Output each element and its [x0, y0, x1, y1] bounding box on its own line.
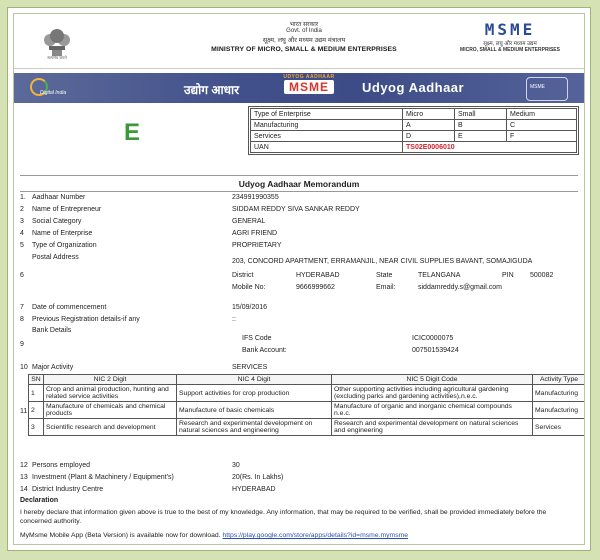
- type-cell: D: [403, 131, 455, 142]
- nic-cell: Manufacturing: [533, 402, 586, 419]
- type-cell: Medium: [507, 109, 577, 120]
- row-label: Previous Registration details-if any: [32, 316, 140, 323]
- national-emblem-icon: [38, 20, 76, 60]
- nic-cell: Manufacture of organic and inorganic chemical compounds n.e.c.: [332, 402, 533, 419]
- account-value: 007501539424: [412, 347, 459, 354]
- district-value: HYDERABAD: [296, 272, 340, 279]
- certificate-body: [13, 13, 585, 545]
- nic-row: [29, 385, 586, 402]
- udyog-aadhaar-logo: [278, 74, 340, 102]
- email-label: Email:: [376, 284, 396, 291]
- digital-india-logo: [26, 77, 86, 99]
- row-bank-details: [14, 327, 584, 361]
- msme-hindi: सूक्ष्म, लघु और मध्यम उद्यम: [483, 41, 537, 47]
- bank-label: Bank Details: [32, 327, 72, 334]
- certificate-frame: [7, 7, 591, 551]
- ifs-value: ICIC0000075: [412, 335, 454, 342]
- row-value: SERVICES: [232, 364, 268, 371]
- map-label: MSME: [530, 84, 545, 90]
- nic-header: NIC 4 Digit: [177, 375, 332, 385]
- ifs-label: IFS Code: [242, 335, 272, 342]
- nic-row: [29, 402, 586, 419]
- type-services-row: [251, 131, 577, 142]
- banner-english-title: Udyog Aadhaar: [362, 80, 465, 95]
- nic-cell: Support activities for crop production: [177, 385, 332, 402]
- page-header: [14, 14, 584, 69]
- row-number: 8: [20, 316, 24, 323]
- row-value: HYDERABAD: [232, 486, 276, 493]
- nic-header: SN: [29, 375, 44, 385]
- mobile-app-note: [20, 532, 408, 539]
- row-value: GENERAL: [232, 218, 266, 225]
- nic-cell: Services: [533, 419, 586, 436]
- type-manufacturing-row: [251, 120, 577, 131]
- row-label: Name of Entrepreneur: [32, 206, 102, 213]
- govt-of-india: Govt. of India: [286, 28, 322, 34]
- row-number: 2: [20, 206, 24, 213]
- row-number: 9: [20, 341, 24, 348]
- type-cell: Services: [251, 131, 403, 142]
- row-nic-codes: [14, 374, 584, 454]
- uan-label: UAN: [251, 142, 403, 153]
- divider: [20, 175, 578, 176]
- row-label: Persons employed: [32, 462, 90, 469]
- mobile-value: 9666999662: [296, 284, 335, 291]
- row-number: 1.: [20, 194, 26, 201]
- row-value: 15/09/2016: [232, 304, 268, 311]
- hindi-ministry: सूक्ष्म, लघु और मध्यम उद्यम मंत्रालय: [262, 37, 346, 44]
- row-number: 14: [20, 486, 28, 493]
- play-store-link[interactable]: https://play.google.com/store/apps/details?id=msme.mymsme: [222, 532, 409, 539]
- nic-header: NIC 5 Digit Code: [332, 375, 533, 385]
- msme-logo-text: MSME: [484, 20, 536, 39]
- pin-label: PIN: [502, 272, 514, 279]
- type-cell: Small: [455, 109, 507, 120]
- row-label: Aadhaar Number: [32, 194, 86, 201]
- enterprise-type-table: [250, 108, 577, 153]
- nic-header: Activity Type: [533, 375, 586, 385]
- nic-cell: Manufacturing: [533, 385, 586, 402]
- email-value: siddamreddy.s@gmail.com: [418, 284, 503, 291]
- ministry-name: MINISTRY OF MICRO, SMALL & MEDIUM ENTERPRISES: [211, 46, 397, 53]
- row-number: 13: [20, 474, 28, 481]
- row-value: 234991990355: [232, 194, 279, 201]
- type-header-row: [251, 109, 577, 120]
- nic-cell: 1: [29, 385, 44, 402]
- row-label: Investment (Plant & Machinery / Equipment's): [32, 474, 174, 481]
- type-cell: Micro: [403, 109, 455, 120]
- memorandum-rows: [14, 192, 584, 545]
- row-value: 30: [232, 462, 240, 469]
- postal-address-text: 203, CONCORD APARTMENT, ERRAMANJIL, NEAR CIVIL SUPPLIES BAVANT, SOMAJIGUDA: [232, 258, 533, 265]
- row-number: 6: [20, 272, 24, 279]
- row-value: AGRI FRIEND: [232, 230, 278, 237]
- udyog-banner: [14, 73, 584, 103]
- digital-india-text: Digital India: [40, 90, 67, 96]
- nic-cell: Manufacture of chemicals and chemical products: [44, 402, 177, 419]
- msme-english: MICRO, SMALL & MEDIUM ENTERPRISES: [460, 47, 560, 53]
- nic-header-row: [29, 375, 586, 385]
- row-label: Name of Enterprise: [32, 230, 93, 237]
- row-number: 5: [20, 242, 24, 249]
- enterprise-category-letter: E: [124, 119, 141, 146]
- row-label: District Industry Centre: [32, 486, 104, 493]
- nic-cell: 3: [29, 419, 44, 436]
- nic-row: [29, 419, 586, 436]
- ministry-heading: [144, 20, 464, 53]
- uan-value: TS02E0006010: [403, 142, 577, 153]
- row-label: Date of commencement: [32, 304, 107, 311]
- svg-text:सत्यमेव जयते: सत्यमेव जयते: [47, 55, 67, 60]
- banner-hindi-title: उद्योग आधार: [184, 83, 239, 97]
- row-number: 3: [20, 218, 24, 225]
- row-number: 10: [20, 364, 28, 371]
- pin-value: 500082: [530, 272, 554, 279]
- type-cell: F: [507, 131, 577, 142]
- nic-cell: 2: [29, 402, 44, 419]
- memorandum-title: Udyog Aadhaar Memorandum: [238, 179, 360, 189]
- declaration-text: I hereby declare that information given above is true to the best of my knowledge. Any information, that may be required to be verified, shall be provided immediately before the concerned authority.: [20, 509, 547, 525]
- type-cell: A: [403, 120, 455, 131]
- row-number: 11: [20, 408, 28, 415]
- mobile-label: Mobile No:: [232, 284, 266, 291]
- row-postal-address: [14, 254, 584, 304]
- uan-row: [251, 142, 577, 153]
- row-number: 4: [20, 230, 24, 237]
- logo-msme-text: MSME: [284, 80, 334, 94]
- postal-label: Postal Address: [32, 254, 79, 261]
- row-value: PROPRIETARY: [232, 242, 282, 249]
- row-value: 20(Rs. In Lakhs): [232, 474, 284, 481]
- hindi-govt: भारत सरकार: [289, 22, 319, 28]
- state-label: State: [376, 272, 393, 279]
- row-value: ::: [232, 316, 236, 323]
- district-label: District: [232, 272, 254, 279]
- india-map-icon: [526, 77, 568, 101]
- nic-cell: Other supporting activities including agricultural gardening (excluding parks and gardening activities),n.e.c.: [332, 385, 533, 402]
- state-value: TELANGANA: [418, 272, 461, 279]
- row-label: Type of Organization: [32, 242, 97, 249]
- account-label: Bank Account:: [242, 347, 287, 354]
- declaration-title: Declaration: [20, 497, 59, 504]
- type-cell: B: [455, 120, 507, 131]
- msme-logo: [446, 20, 574, 53]
- type-cell: C: [507, 120, 577, 131]
- nic-header: NIC 2 Digit: [44, 375, 177, 385]
- row-number: 7: [20, 304, 24, 311]
- type-cell: Type of Enterprise: [251, 109, 403, 120]
- nic-cell: Scientific research and development: [44, 419, 177, 436]
- row-label: Major Activity: [32, 364, 74, 371]
- nic-cell: Research and experimental development on natural sciences and engineering: [332, 419, 533, 436]
- nic-cell: Research and experimental development on natural sciences and engineering: [177, 419, 332, 436]
- nic-table: [28, 374, 585, 436]
- nic-cell: Manufacture of basic chemicals: [177, 402, 332, 419]
- nic-cell: Crop and animal production, hunting and related service activities: [44, 385, 177, 402]
- enterprise-type-block: [14, 103, 584, 175]
- row-number: 12: [20, 462, 28, 469]
- app-note-text: MyMsme Mobile App (Beta Version) is available now for download.: [20, 532, 221, 539]
- row-label: Social Category: [32, 218, 82, 225]
- row-value: SIDDAM REDDY SIVA SANKAR REDDY: [232, 206, 360, 213]
- type-cell: Manufacturing: [251, 120, 403, 131]
- logo-arch-text: UDYOG AADHAAR: [283, 74, 335, 80]
- type-cell: E: [455, 131, 507, 142]
